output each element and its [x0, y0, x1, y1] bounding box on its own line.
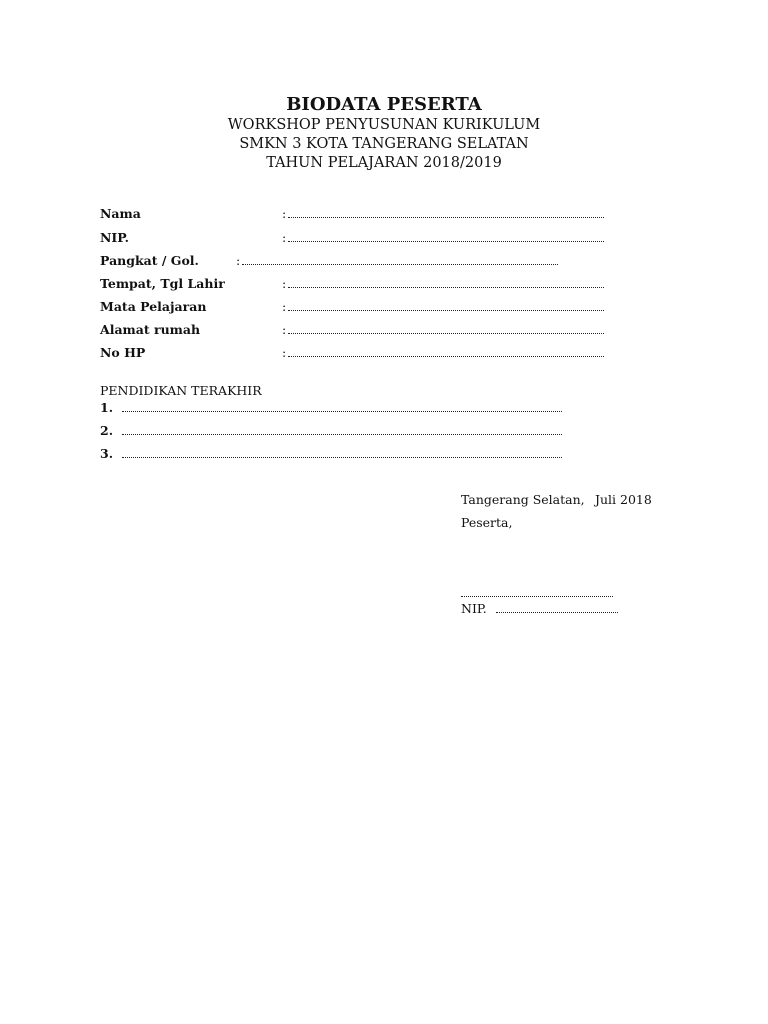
education-fill-line[interactable]	[122, 457, 562, 458]
field-label: Alamat rumah	[100, 322, 201, 337]
document-title: BIODATA PESERTA	[286, 94, 482, 115]
field-separator: :	[282, 345, 287, 360]
document-subtitle-year: TAHUN PELAJARAN 2018/2019	[266, 155, 502, 171]
education-item-number: 1.	[100, 400, 114, 415]
signature-nip-label: NIP.	[461, 601, 487, 616]
signature-date: Juli 2018	[595, 492, 652, 507]
field-separator: :	[236, 253, 241, 268]
field-label: Mata Pelajaran	[100, 299, 207, 314]
field-fill-line[interactable]	[288, 287, 604, 288]
field-separator: :	[282, 322, 287, 337]
field-fill-line[interactable]	[288, 310, 604, 311]
field-fill-line[interactable]	[288, 333, 604, 334]
field-fill-line[interactable]	[288, 217, 604, 218]
education-heading: PENDIDIKAN TERAKHIR	[100, 383, 262, 398]
field-label: No HP	[100, 345, 146, 360]
signature-role: Peserta,	[461, 515, 513, 530]
document-subtitle-school: SMKN 3 KOTA TANGERANG SELATAN	[239, 136, 529, 152]
field-separator: :	[282, 299, 287, 314]
field-label: Tempat, Tgl Lahir	[100, 276, 225, 291]
education-fill-line[interactable]	[122, 411, 562, 412]
signature-nip-line[interactable]	[496, 612, 618, 613]
field-label: Pangkat / Gol.	[100, 253, 199, 268]
document-subtitle-workshop: WORKSHOP PENYUSUNAN KURIKULUM	[227, 117, 541, 133]
field-fill-line[interactable]	[288, 356, 604, 357]
field-fill-line[interactable]	[288, 241, 604, 242]
education-item-number: 2.	[100, 423, 114, 438]
field-label: NIP.	[100, 230, 129, 245]
field-separator: :	[282, 230, 287, 245]
education-item-number: 3.	[100, 446, 114, 461]
signature-name-line[interactable]	[461, 596, 613, 597]
field-separator: :	[282, 276, 287, 291]
signature-place: Tangerang Selatan,	[461, 492, 585, 507]
field-label: Nama	[100, 206, 141, 221]
field-fill-line[interactable]	[242, 264, 558, 265]
field-separator: :	[282, 206, 287, 221]
education-fill-line[interactable]	[122, 434, 562, 435]
